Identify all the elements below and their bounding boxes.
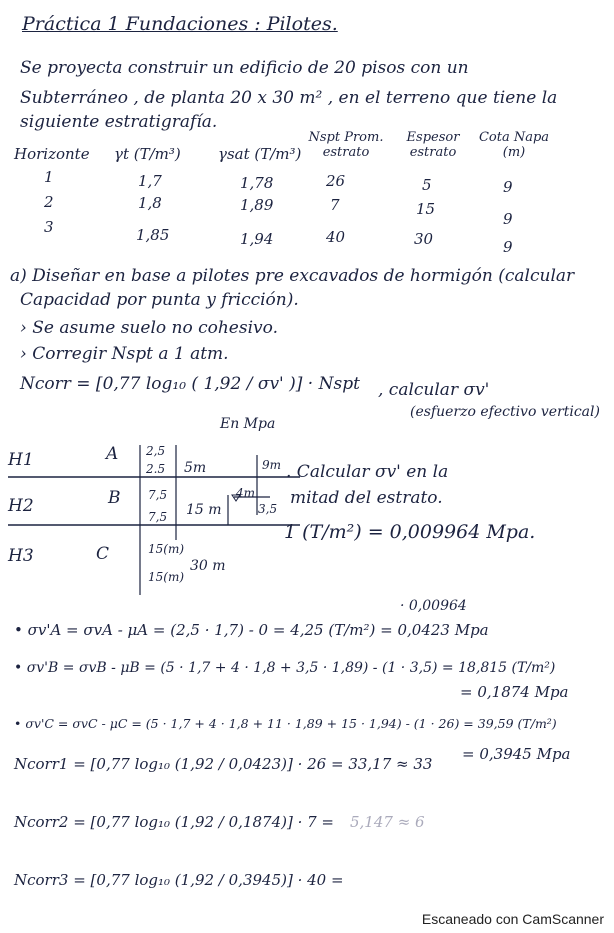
table-cell: 1,89 xyxy=(240,196,274,214)
table-header-espesor: Espesor estrato xyxy=(406,130,460,160)
horizon-1-label: H1 xyxy=(8,450,34,470)
sigma-b-calc: • σv'B = σvB - μB = (5 · 1,7 + 4 · 1,8 + 3,5 · 1,89) - (1 · 3,5) = 18,815 (T/m²) xyxy=(14,660,556,676)
dim-label: 15 m xyxy=(186,502,222,518)
table-cell: 1,8 xyxy=(138,194,162,212)
dim-label: 7,5 xyxy=(148,488,168,502)
table-cell: 2 xyxy=(44,193,54,211)
ncorr-3-calc: Ncorr3 = [0,77 log₁₀ (1,92 / 0,3945)] · 40 = xyxy=(14,871,344,889)
table-cell: 40 xyxy=(326,228,346,246)
horizon-2-label: H2 xyxy=(8,496,34,516)
dim-label: 2.5 xyxy=(146,462,166,476)
sigma-b-result: = 0,1874 Mpa xyxy=(460,683,569,701)
intro-line-3: siguiente estratigrafía. xyxy=(20,112,218,132)
table-cell: 9 xyxy=(503,210,513,228)
sigma-c-calc: • σv'C = σvC - μC = (5 · 1,7 + 4 · 1,8 + 11 · 1,89 + 15 · 1,94) - (1 · 26) = 39,59 (T/m²) xyxy=(14,716,557,731)
point-b-label: B xyxy=(108,488,121,508)
table-header-nspt: Nspt Prom. estrato xyxy=(308,130,384,160)
table-cell: 1,85 xyxy=(136,226,170,244)
table-header-cota-napa: Cota Napa (m) xyxy=(478,130,550,160)
table-cell: 1,78 xyxy=(240,174,274,192)
scanner-watermark: Escaneado con CamScanner xyxy=(421,911,604,927)
dim-label: 15(m) xyxy=(148,542,185,556)
intro-line-1: Se proyecta construir un edificio de 20 pisos con un xyxy=(20,58,469,78)
formula-note: , calcular σv' xyxy=(378,380,490,400)
table-cell: 9 xyxy=(503,178,513,196)
table-cell: 26 xyxy=(326,172,346,190)
table-cell: 9 xyxy=(503,238,513,256)
sigma-c-result: = 0,3945 Mpa xyxy=(462,745,571,763)
table-cell: 3 xyxy=(44,218,54,236)
dim-label: 9m xyxy=(262,458,282,472)
part-a-line-2: Capacidad por punta y fricción). xyxy=(20,290,299,310)
dim-label: 2,5 xyxy=(146,444,166,458)
table-cell: 1 xyxy=(44,168,54,186)
formula-note-detail: (esfuerzo efectivo vertical) xyxy=(410,404,600,420)
units-note: En Mpa xyxy=(220,416,276,432)
point-c-label: C xyxy=(96,544,110,564)
correction-bullet: › Corregir Nspt a 1 atm. xyxy=(20,344,229,364)
ncorr-formula: Ncorr = [0,77 log₁₀ ( 1,92 / σv' )] · Nspt xyxy=(20,374,360,394)
dim-label: 4m xyxy=(236,486,256,500)
table-header-horizonte: Horizonte xyxy=(14,145,90,163)
page-title: Práctica 1 Fundaciones : Pilotes. xyxy=(22,13,338,35)
table-cell: 15 xyxy=(416,200,436,218)
diagram-note-1: . Calcular σv' en la xyxy=(286,462,449,482)
horizon-3-label: H3 xyxy=(8,546,34,566)
table-cell: 5 xyxy=(422,176,432,194)
unit-conversion: 1 (T/m²) = 0,009964 Mpa. xyxy=(284,521,536,543)
dim-label: 5m xyxy=(184,460,207,476)
point-a-label: A xyxy=(106,444,119,464)
diagram-note-2: mitad del estrato. xyxy=(290,488,443,508)
dim-label: 30 m xyxy=(190,558,226,574)
assumption-bullet: › Se asume suelo no cohesivo. xyxy=(20,318,278,338)
intro-line-2: Subterráneo , de planta 20 x 30 m² , en el terreno que tiene la xyxy=(20,88,558,108)
table-cell: 7 xyxy=(330,196,340,214)
table-header-gamma-sat: γsat (T/m³) xyxy=(218,145,302,163)
table-cell: 1,94 xyxy=(240,230,274,248)
sigma-a-calc: • σv'A = σvA - μA = (2,5 · 1,7) - 0 = 4,25 (T/m²) = 0,0423 Mpa xyxy=(14,621,489,639)
part-a-line-1: a) Diseñar en base a pilotes pre excavados de hormigón (calcular xyxy=(10,266,575,286)
dim-label: 15(m) xyxy=(148,570,185,584)
ncorr-2-result: 5,147 ≈ 6 xyxy=(350,813,425,831)
table-header-gamma-t: γt (T/m³) xyxy=(114,145,181,163)
ncorr-2-calc: Ncorr2 = [0,77 log₁₀ (1,92 / 0,1874)] · 7 = xyxy=(14,813,335,831)
ncorr-1-calc: Ncorr1 = [0,77 log₁₀ (1,92 / 0,0423)] · 26 = 33,17 ≈ 33 xyxy=(14,755,433,773)
table-cell: 30 xyxy=(414,230,434,248)
table-cell: 1,7 xyxy=(138,172,162,190)
multiplier-note: · 0,00964 xyxy=(400,598,467,614)
dim-label: 7,5 xyxy=(148,510,168,524)
dim-label: 3,5 xyxy=(258,502,278,516)
